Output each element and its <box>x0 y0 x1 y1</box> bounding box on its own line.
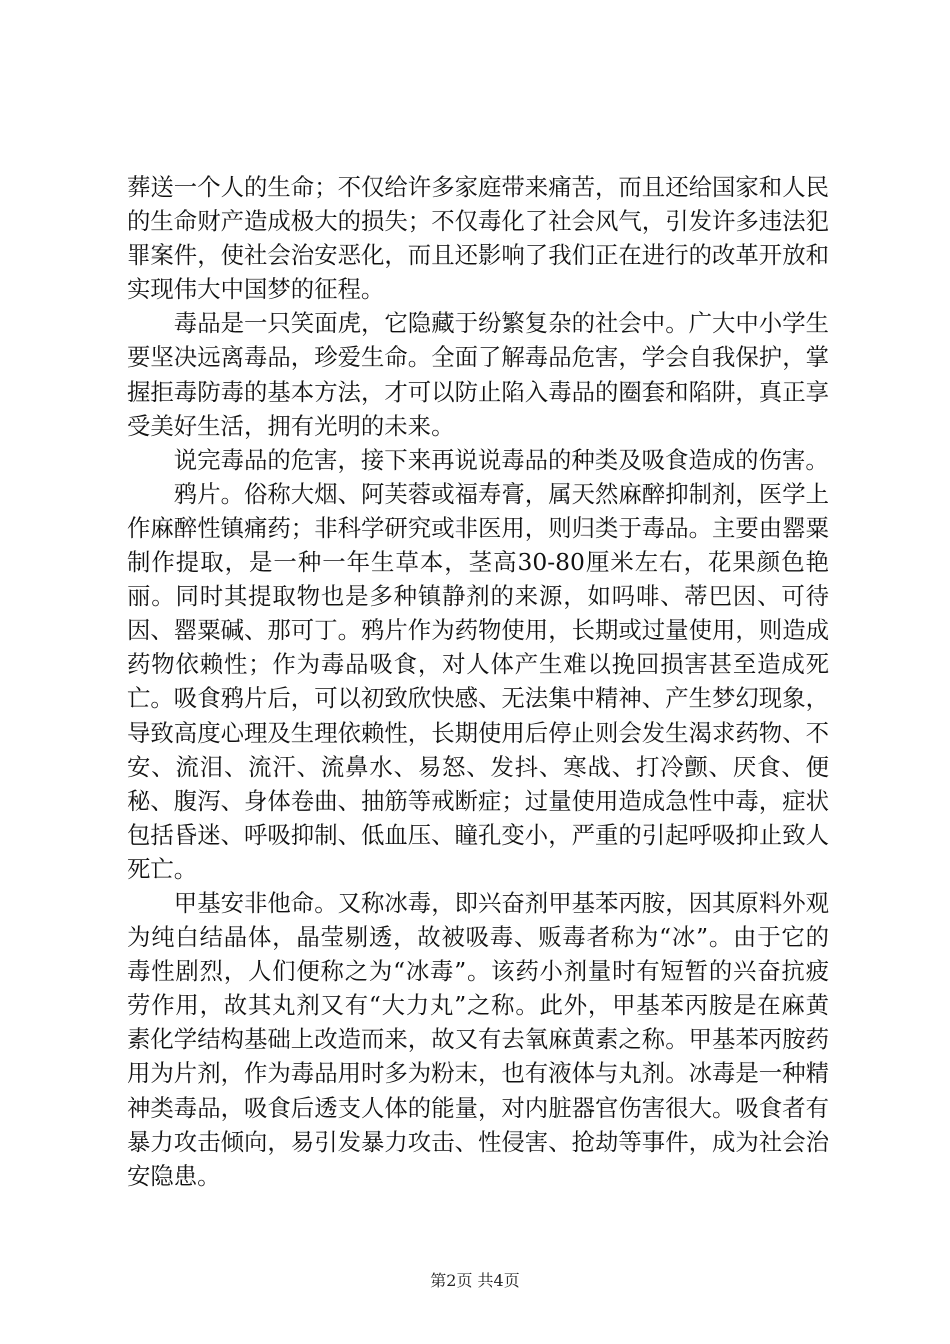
paragraph-continuation: 葬送一个人的生命；不仅给许多家庭带来痛苦，而且还给国家和人民的生命财产造成极大的损失；不仅毒化了社会风气，引发许多违法犯罪案件，使社会治安恶化，而且还影响了我们正在进行的改革开放和实现伟大中国梦的征程。 <box>127 173 829 304</box>
paragraph-methamphetamine: 甲基安非他命。又称冰毒，即兴奋剂甲基苯丙胺，因其原料外观为纯白结晶体，晶莹剔透，故被吸毒、贩毒者称为“冰”。由于它的毒性剧烈，人们便称之为“冰毒”。该药小剂量时有短暂的兴奋抗疲劳作用，故其丸剂又有“大力丸”之称。此外，甲基苯丙胺是在麻黄素化学结构基础上改造而来，故又有去氧麻黄素之称。甲基苯丙胺药用为片剂，作为毒品用时多为粉末，也有液体与丸剂。冰毒是一种精神类毒品，吸食后透支人体的能量，对内脏器官伤害很大。吸食者有暴力攻击倾向，易引发暴力攻击、性侵害、抢劫等事件，成为社会治安隐患。 <box>127 888 829 1190</box>
page-number-footer: 第2页 共4页 <box>430 1271 520 1290</box>
paragraph-opium: 鸦片。俗称大烟、阿芙蓉或福寿膏，属天然麻醉抑制剂，医学上作麻醉性镇痛药；非科学研究或非医用，则归类于毒品。主要由罂粟制作提取，是一种一年生草本，茎高30-80厘米左右，花果颜色艳丽。同时其提取物也是多种镇静剂的来源，如吗啡、蒂巴因、可待因、罂粟碱、那可丁。鸦片作为药物使用，长期或过量使用，则造成药物依赖性；作为毒品吸食，对人体产生难以挽回损害甚至造成死亡。吸食鸦片后，可以初致欣快感、无法集中精神、产生梦幻现象，导致高度心理及生理依赖性，长期使用后停止则会发生渴求药物、不安、流泪、流汗、流鼻水、易怒、发抖、寒战、打冷颤、厌食、便秘、腹泻、身体卷曲、抽筋等戒断症；过量使用造成急性中毒，症状包括昏迷、呼吸抑制、低血压、瞳孔变小，严重的引起呼吸抑止致人死亡。 <box>127 479 829 883</box>
paragraph-smiling-tiger: 毒品是一只笑面虎，它隐藏于纷繁复杂的社会中。广大中小学生要坚决远离毒品，珍爱生命。全面了解毒品危害，学会自我保护，掌握拒毒防毒的基本方法，才可以防止陷入毒品的圈套和陷阱，真正享受美好生活，拥有光明的未来。 <box>127 309 829 440</box>
document-body <box>127 170 829 1193</box>
paragraph-transition: 说完毒品的危害，接下来再说说毒品的种类及吸食造成的伤害。 <box>173 445 829 474</box>
